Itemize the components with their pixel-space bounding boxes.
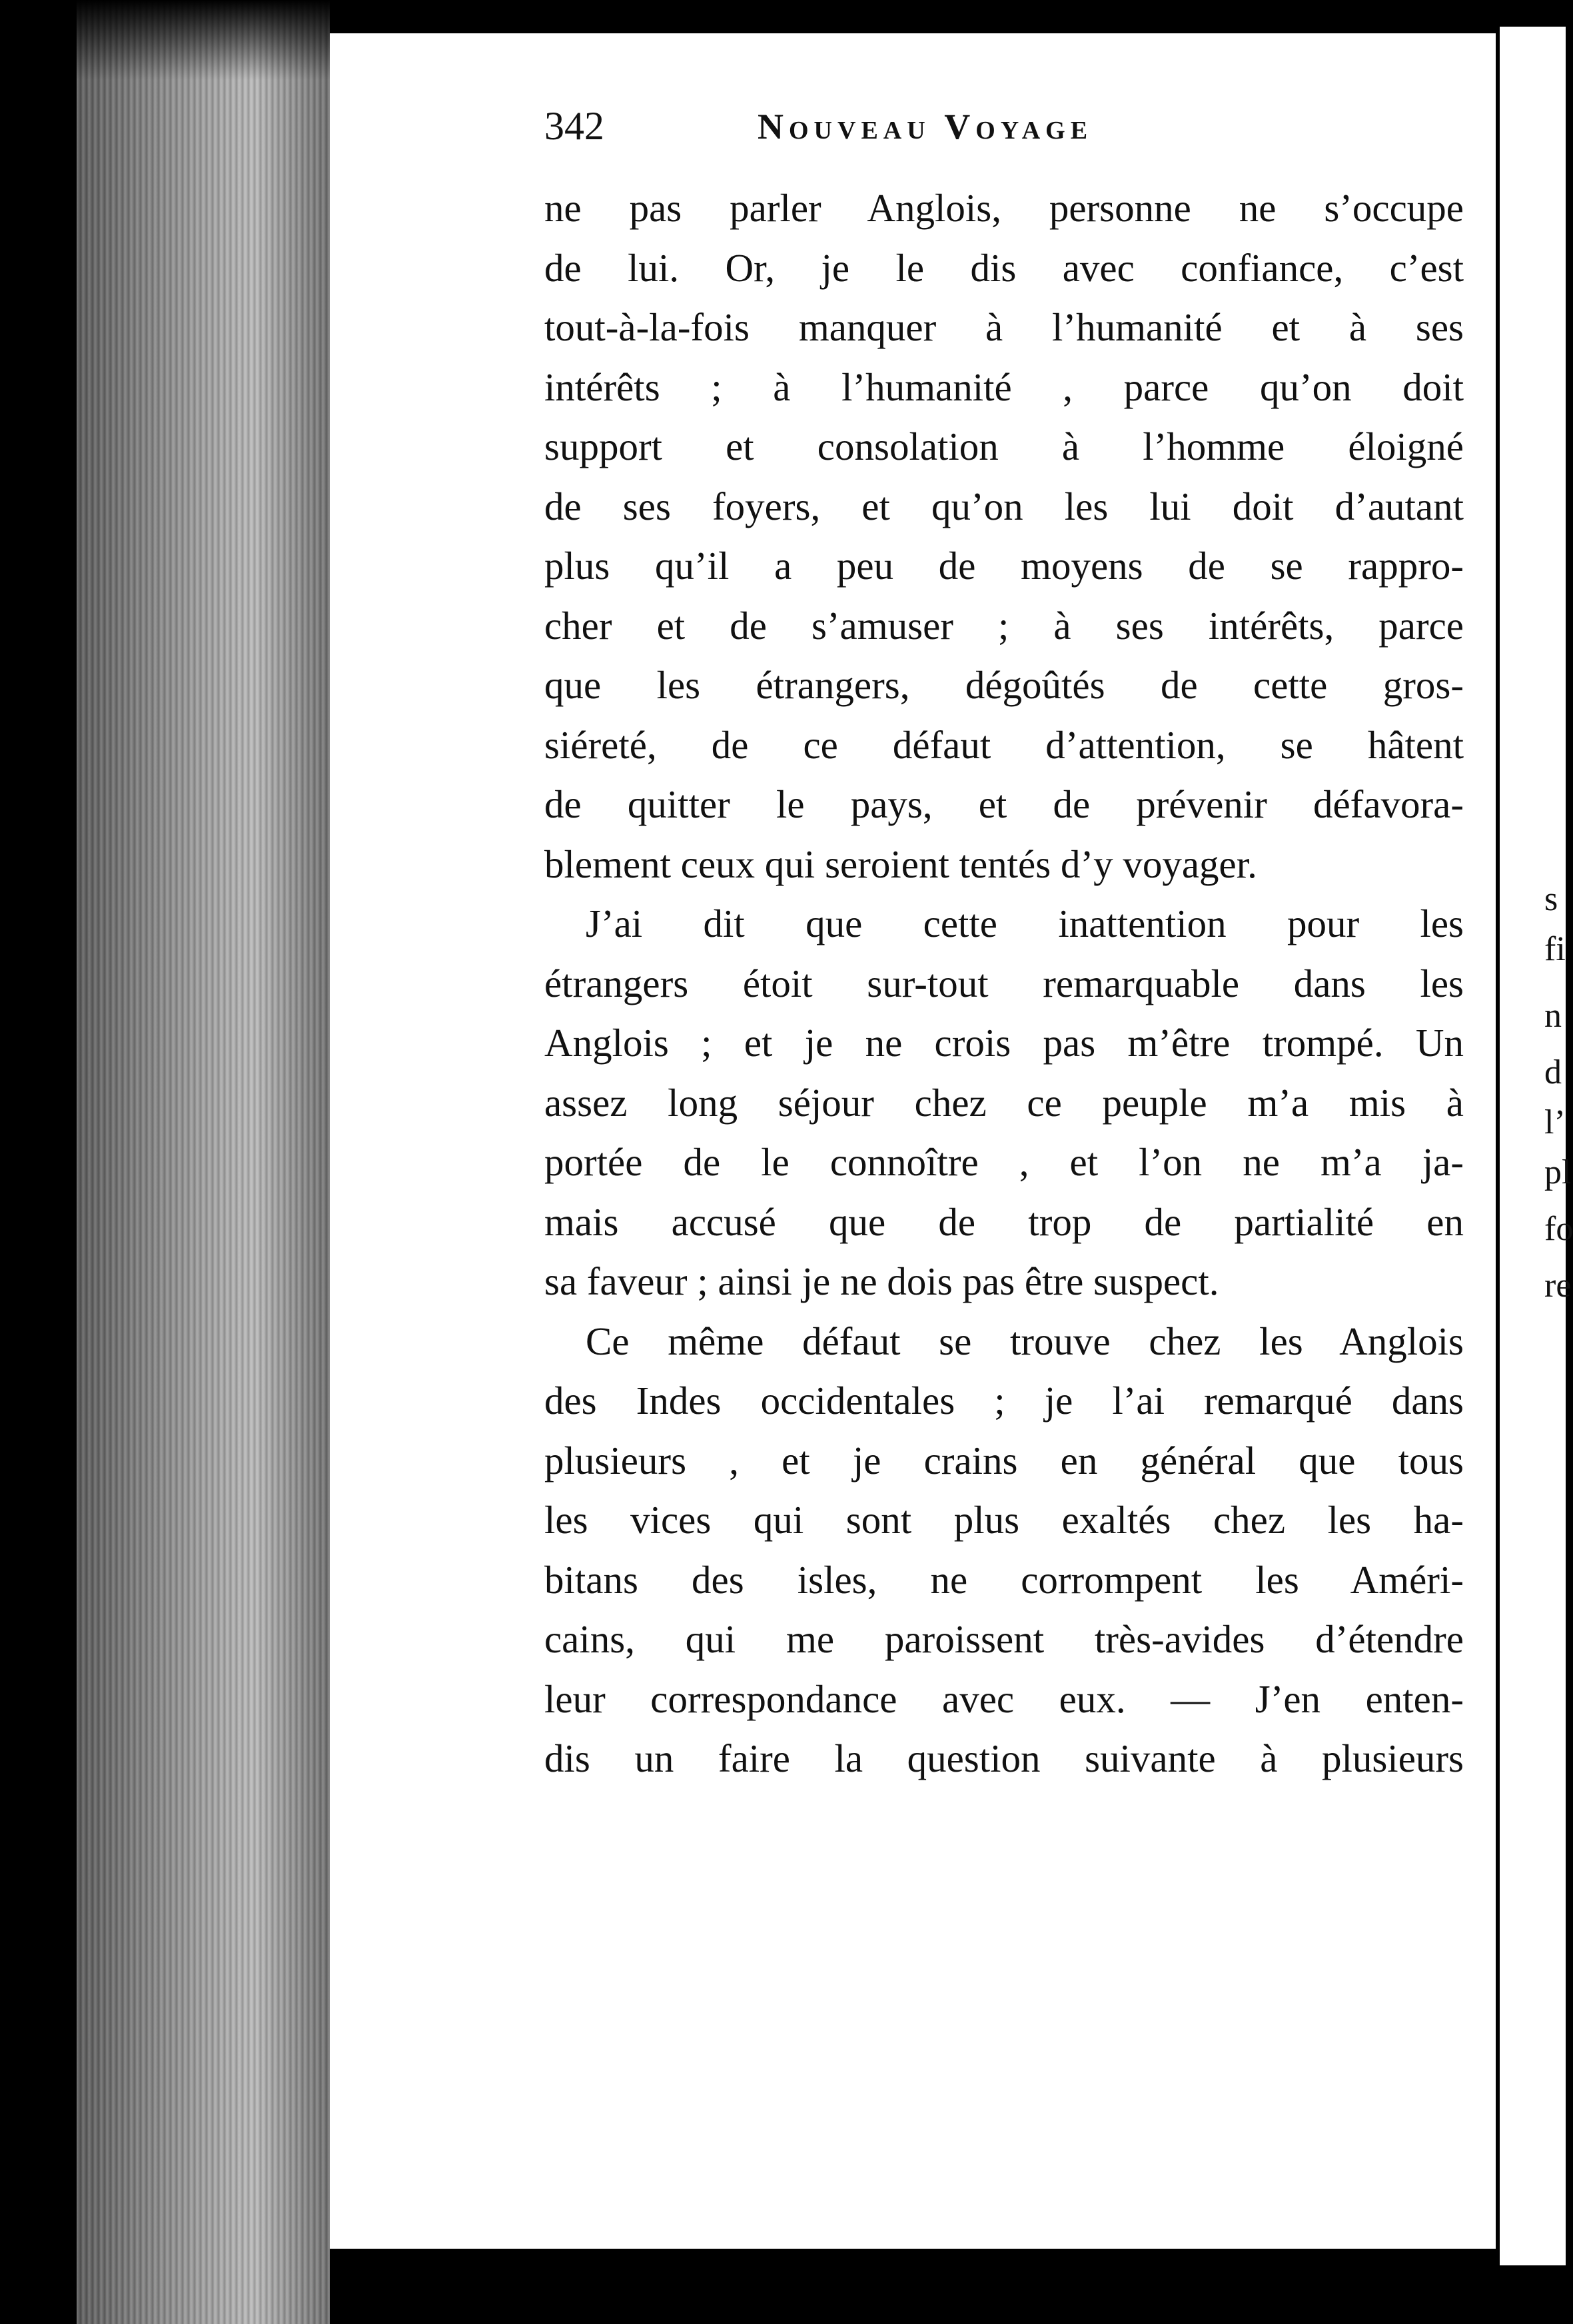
text-line: blement ceux qui seroient tentés d’y voyager. bbox=[544, 842, 1257, 886]
text-line: support et consolation à l’homme éloigné bbox=[544, 424, 1464, 468]
text-line: plus qu’il a peu de moyens de se rappro- bbox=[544, 544, 1464, 588]
running-title: Nouveau Voyage bbox=[758, 107, 1093, 147]
text-line: tout-à-la-fois manquer à l’humanité et à ses bbox=[544, 305, 1464, 349]
text-line: de lui. Or, je le dis avec confiance, c’est bbox=[544, 245, 1464, 290]
text-line: mais accusé que de trop de partialité en bbox=[544, 1199, 1464, 1244]
text-line: siéreté, de ce défaut d’attention, se hâtent bbox=[544, 722, 1464, 767]
text-line: leur correspondance avec eux. — J’en enten- bbox=[544, 1676, 1464, 1721]
page-header bbox=[544, 103, 1464, 163]
text-line: intérêts ; à l’humanité , parce qu’on doit bbox=[544, 364, 1464, 409]
body-text bbox=[544, 179, 1464, 1789]
text-line: de quitter le pays, et de prévenir défavora- bbox=[544, 782, 1464, 826]
text-line: que les étrangers, dégoûtés de cette gros- bbox=[544, 663, 1464, 707]
facing-page-fragment: pl bbox=[1544, 1153, 1572, 1191]
text-line: J’ai dit que cette inattention pour les bbox=[586, 901, 1464, 945]
text-line: bitans des isles, ne corrompent les Améri- bbox=[544, 1557, 1464, 1602]
facing-page-fragment: l’ bbox=[1544, 1103, 1566, 1141]
page-edge-shadow bbox=[77, 0, 330, 80]
text-line: plusieurs , et je crains en général que tous bbox=[544, 1438, 1464, 1482]
text-line: dis un faire la question suivante à plusieurs bbox=[544, 1736, 1464, 1780]
book-page-edges bbox=[77, 0, 330, 2324]
facing-page-strip bbox=[1496, 27, 1566, 2265]
text-line: étrangers étoit sur-tout remarquable dans les bbox=[544, 961, 1464, 1005]
text-line: ne pas parler Anglois, personne ne s’occupe bbox=[544, 186, 1464, 230]
text-line: des Indes occidentales ; je l’ai remarqué dans bbox=[544, 1379, 1464, 1423]
text-line: portée de le connoître , et l’on ne m’a ja- bbox=[544, 1140, 1464, 1184]
facing-page-fragment: fi bbox=[1544, 930, 1566, 968]
text-line: cher et de s’amuser ; à ses intérêts, parce bbox=[544, 603, 1464, 648]
facing-page-fragment: fo bbox=[1544, 1210, 1573, 1248]
text-line: sa faveur ; ainsi je ne dois pas être suspect. bbox=[544, 1259, 1219, 1303]
facing-page-fragment: n bbox=[1544, 997, 1562, 1035]
text-line: de ses foyers, et qu’on les lui doit d’autant bbox=[544, 484, 1464, 528]
text-line: assez long séjour chez ce peuple m’a mis à bbox=[544, 1080, 1464, 1125]
facing-page-fragment: re bbox=[1544, 1267, 1572, 1305]
facing-page-fragment: d bbox=[1544, 1053, 1562, 1091]
text-line: cains, qui me paroissent très-avides d’étendre bbox=[544, 1617, 1464, 1661]
text-line: Ce même défaut se trouve chez les Anglois bbox=[586, 1319, 1464, 1363]
page-number: 342 bbox=[544, 104, 604, 148]
text-line: Anglois ; et je ne crois pas m’être trompé. Un bbox=[544, 1021, 1464, 1065]
text-line: les vices qui sont plus exaltés chez les ha- bbox=[544, 1498, 1464, 1542]
facing-page-fragment: s bbox=[1544, 880, 1558, 918]
